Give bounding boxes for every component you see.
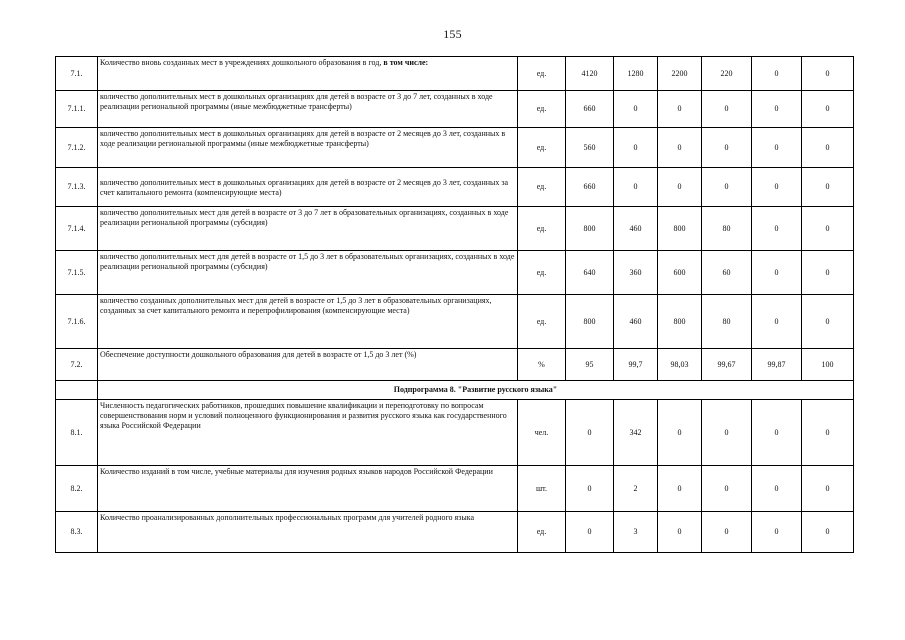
row-value: 0 <box>802 400 854 466</box>
row-name: количество дополнительных мест в дошкольных организациях для детей в возрасте от 2 месяцев до 3 лет, созданных в ходе реализации региональной программы (иные межбюджетные трансферты) <box>98 128 518 168</box>
table-row <box>56 295 854 349</box>
table-row <box>56 466 854 512</box>
row-name: количество созданных дополнительных мест для детей в возрасте от 1,5 до 3 лет в образовательных организациях, созданных за счет капитального ремонта и перепрофилирования (компенсирующие места) <box>98 295 518 349</box>
row-value: 220 <box>702 57 752 91</box>
row-value: 0 <box>752 168 802 207</box>
row-value: 0 <box>658 512 702 553</box>
row-value: 2200 <box>658 57 702 91</box>
row-value: 0 <box>566 400 614 466</box>
row-number: 7.1.3. <box>56 168 98 207</box>
row-value: 800 <box>658 207 702 251</box>
row-number: 7.1.2. <box>56 128 98 168</box>
table-row <box>56 91 854 128</box>
row-value: 80 <box>702 207 752 251</box>
row-value: 0 <box>802 168 854 207</box>
row-value: 0 <box>614 128 658 168</box>
row-unit: ед. <box>518 295 566 349</box>
row-name: количество дополнительных мест в дошкольных организациях для детей в возрасте от 3 до 7 лет, созданных в ходе реализации региональной программы (иные межбюджетные трансферты) <box>98 91 518 128</box>
row-value: 0 <box>802 251 854 295</box>
row-value: 0 <box>752 128 802 168</box>
row-value: 0 <box>752 251 802 295</box>
row-value: 0 <box>702 128 752 168</box>
row-value: 800 <box>658 295 702 349</box>
row-value: 0 <box>752 400 802 466</box>
row-value: 0 <box>702 400 752 466</box>
row-value: 800 <box>566 295 614 349</box>
row-value: 0 <box>658 466 702 512</box>
row-value: 0 <box>752 91 802 128</box>
row-value: 600 <box>658 251 702 295</box>
row-unit: шт. <box>518 466 566 512</box>
row-value: 0 <box>702 91 752 128</box>
row-value: 0 <box>752 295 802 349</box>
row-number: 7.1.1. <box>56 91 98 128</box>
row-name: Количество проанализированных дополнительных профессиональных программ для учителей родного языка <box>98 512 518 553</box>
row-value: 0 <box>614 168 658 207</box>
row-value: 0 <box>658 168 702 207</box>
row-number: 7.1.6. <box>56 295 98 349</box>
row-name: количество дополнительных мест в дошкольных организациях для детей в возрасте от 2 месяцев до 3 лет, созданных за счет капитального ремонта (компенсирующие места) <box>98 168 518 207</box>
row-value: 0 <box>802 207 854 251</box>
row-value: 95 <box>566 349 614 381</box>
row-number: 7.1.4. <box>56 207 98 251</box>
row-number: 8.1. <box>56 400 98 466</box>
row-value: 0 <box>752 466 802 512</box>
row-value: 460 <box>614 207 658 251</box>
row-value: 342 <box>614 400 658 466</box>
row-name: Численность педагогических работников, прошедших повышение квалификации и переподготовку по вопросам совершенствования норм и условий полноценного функционирования и развития русского языка как государственного языка Российской Федерации <box>98 400 518 466</box>
row-value: 0 <box>802 295 854 349</box>
table-row <box>56 512 854 553</box>
row-value: 660 <box>566 91 614 128</box>
row-value: 0 <box>566 466 614 512</box>
row-value: 60 <box>702 251 752 295</box>
empty-cell <box>56 381 98 400</box>
row-value: 99,7 <box>614 349 658 381</box>
page-number: 155 <box>443 27 462 41</box>
row-value: 1280 <box>614 57 658 91</box>
row-unit: ед. <box>518 91 566 128</box>
row-number: 8.2. <box>56 466 98 512</box>
row-unit: ед. <box>518 512 566 553</box>
row-value: 0 <box>702 466 752 512</box>
table-row <box>56 128 854 168</box>
row-name: количество дополнительных мест для детей в возрасте от 3 до 7 лет в образовательных организациях, созданных в ходе реализации региональной программы (субсидия) <box>98 207 518 251</box>
row-value: 0 <box>752 57 802 91</box>
row-value: 100 <box>802 349 854 381</box>
table-row <box>56 251 854 295</box>
row-value: 0 <box>802 128 854 168</box>
row-name: Количество вновь созданных мест в учреждениях дошкольного образования в год, в том числе: <box>98 57 518 91</box>
row-value: 0 <box>752 207 802 251</box>
row-value: 2 <box>614 466 658 512</box>
table-row <box>56 168 854 207</box>
row-value: 0 <box>802 466 854 512</box>
subprogram-title: Подпрограмма 8. "Развитие русского языка" <box>98 381 854 400</box>
table-row <box>56 349 854 381</box>
row-value: 0 <box>702 512 752 553</box>
row-value: 0 <box>702 168 752 207</box>
row-number: 8.3. <box>56 512 98 553</box>
row-value: 98,03 <box>658 349 702 381</box>
row-unit: чел. <box>518 400 566 466</box>
row-value: 3 <box>614 512 658 553</box>
row-unit: ед. <box>518 168 566 207</box>
row-value: 460 <box>614 295 658 349</box>
row-unit: ед. <box>518 128 566 168</box>
row-value: 99,67 <box>702 349 752 381</box>
row-value: 0 <box>658 128 702 168</box>
subprogram-header-row <box>56 381 854 400</box>
row-value: 800 <box>566 207 614 251</box>
table-row <box>56 207 854 251</box>
row-value: 0 <box>752 512 802 553</box>
row-value: 0 <box>802 512 854 553</box>
row-value: 0 <box>802 57 854 91</box>
row-name: Обеспечение доступности дошкольного образования для детей в возрасте от 1,5 до 3 лет (%) <box>98 349 518 381</box>
row-value: 640 <box>566 251 614 295</box>
row-name: количество дополнительных мест для детей в возрасте от 1,5 до 3 лет в образовательных организациях, созданных в ходе реализации региональной программы (субсидия) <box>98 251 518 295</box>
row-value: 4120 <box>566 57 614 91</box>
row-value: 0 <box>658 400 702 466</box>
row-name-bold: в том числе: <box>383 58 429 67</box>
row-value: 80 <box>702 295 752 349</box>
row-unit: % <box>518 349 566 381</box>
row-unit: ед. <box>518 57 566 91</box>
row-value: 0 <box>614 91 658 128</box>
row-number: 7.1. <box>56 57 98 91</box>
row-unit: ед. <box>518 207 566 251</box>
row-value: 0 <box>802 91 854 128</box>
row-value: 660 <box>566 168 614 207</box>
row-value: 360 <box>614 251 658 295</box>
row-number: 7.2. <box>56 349 98 381</box>
table-row <box>56 57 854 91</box>
row-value: 560 <box>566 128 614 168</box>
row-unit: ед. <box>518 251 566 295</box>
row-number: 7.1.5. <box>56 251 98 295</box>
row-value: 0 <box>566 512 614 553</box>
row-value: 0 <box>658 91 702 128</box>
table-row <box>56 400 854 466</box>
row-name: Количество изданий в том числе, учебные материалы для изучения родных языков народов Российской Федерации <box>98 466 518 512</box>
indicators-table <box>55 56 854 553</box>
row-value: 99,87 <box>752 349 802 381</box>
